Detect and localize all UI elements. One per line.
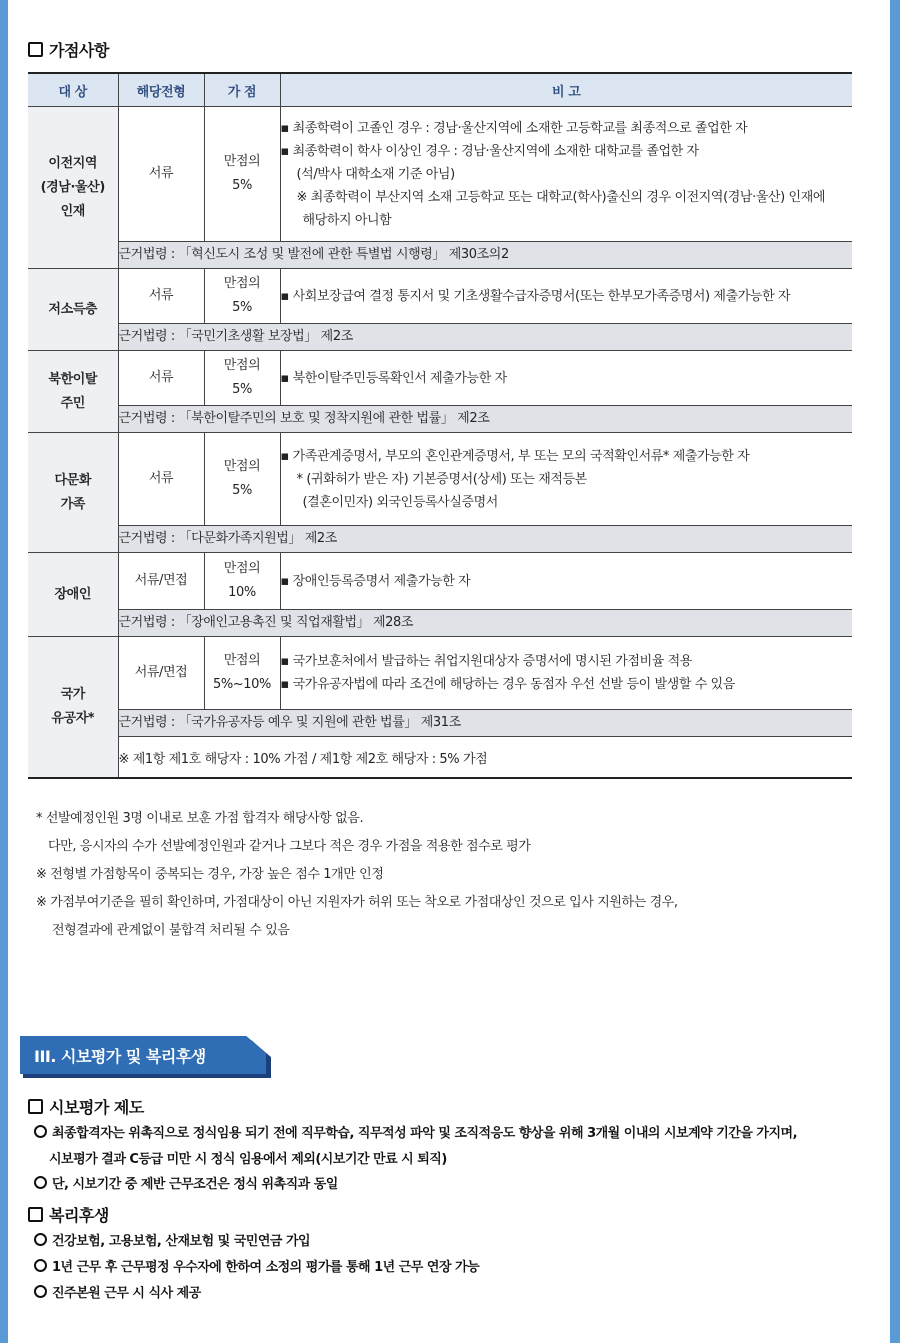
list-item: 최종합격자는 위촉직으로 정식임용 되기 전에 직무학습, 직무적성 파악 및 조직적응도 향상을 위해 3개월 이내의 시보계약 기간을 가지며, <box>34 1124 797 1144</box>
law-reference: 근거법령 : 「국민기초생활 보장법」 제2조 <box>118 324 852 351</box>
category-cell: 국가 유공자* <box>28 637 118 779</box>
type-cell: 서류/면접 <box>118 637 204 710</box>
header-type: 해당전형 <box>118 73 204 107</box>
circle-bullet-icon <box>34 1125 47 1138</box>
section-title-bonus: 가점사항 <box>28 38 109 61</box>
right-edge-bar <box>890 0 900 1343</box>
square-bullet-icon <box>28 1099 43 1114</box>
law-reference: 근거법령 : 「북한이탈주민의 보호 및 정착지원에 관한 법률」 제2조 <box>118 406 852 433</box>
table-row <box>28 107 852 242</box>
footnote: ※ 가점부여기준을 필히 확인하며, 가점대상이 아닌 지원자가 허위 또는 착오로 가점대상인 것으로 입사 지원하는 경우, <box>36 895 678 910</box>
footnote: 다만, 응시자의 수가 선발예정인원과 같거나 그보다 적은 경우 가점을 적용한 점수로 평가 <box>48 839 531 854</box>
table-row <box>28 553 852 610</box>
circle-bullet-icon <box>34 1259 47 1272</box>
type-cell: 서류 <box>118 351 204 406</box>
points-cell: 만점의 5% <box>204 433 280 526</box>
list-item: 시보평가 결과 C등급 미만 시 정식 임용에서 제외(시보기간 만료 시 퇴직) <box>49 1152 447 1167</box>
footnote: * 선발예정인원 3명 이내로 보훈 가점 합격자 해당사항 없음. <box>36 811 364 826</box>
type-cell: 서류/면접 <box>118 553 204 610</box>
list-item: 단, 시보기간 중 제반 근무조건은 정식 위촉직과 동일 <box>34 1175 338 1195</box>
points-cell: 만점의 5% <box>204 269 280 324</box>
type-cell: 서류 <box>118 269 204 324</box>
remarks-cell: ▪ 북한이탈주민등록확인서 제출가능한 자 <box>280 351 852 406</box>
category-cell: 저소득층 <box>28 269 118 351</box>
table-row <box>28 637 852 710</box>
circle-bullet-icon <box>34 1176 47 1189</box>
table-row <box>28 269 852 324</box>
category-cell: 다문화 가족 <box>28 433 118 553</box>
points-cell: 만점의 5%~10% <box>204 637 280 710</box>
section-banner <box>20 1036 268 1078</box>
remarks-cell: ▪ 국가보훈처에서 발급하는 취업지원대상자 증명서에 명시된 가점비율 적용 ▪ 국가유공자법에 따라 조건에 해당하는 경우 동점자 우선 선발 등이 발생할 수 있음 <box>280 637 852 710</box>
law-reference: 근거법령 : 「장애인고용촉진 및 직업재활법」 제28조 <box>118 610 852 637</box>
points-cell: 만점의 10% <box>204 553 280 610</box>
law-row <box>28 526 852 553</box>
remarks-cell: ▪ 가족관계증명서, 부모의 혼인관계증명서, 부 또는 모의 국적확인서류* 제출가능한 자 * (귀화허가 받은 자) 기본증명서(상세) 또는 재적등본 (결혼이민자) 외국인등록사실증명서 <box>280 433 852 526</box>
list-item: 진주본원 근무 시 식사 제공 <box>34 1284 201 1304</box>
category-cell: 이전지역 (경남·울산) 인재 <box>28 107 118 269</box>
header-points: 가 점 <box>204 73 280 107</box>
list-item: 1년 근무 후 근무평정 우수자에 한하여 소정의 평가를 통해 1년 근무 연장 가능 <box>34 1258 479 1278</box>
footnote: 전형결과에 관계없이 불합격 처리될 수 있음 <box>52 923 290 938</box>
points-cell: 만점의 5% <box>204 351 280 406</box>
bonus-table <box>28 72 852 779</box>
extra-row <box>28 737 852 779</box>
section-title-probation: 시보평가 제도 <box>28 1095 144 1118</box>
table-header-row <box>28 73 852 107</box>
remarks-cell: ▪ 사회보장급여 결정 통지서 및 기초생활수급자증명서(또는 한부모가족증명서) 제출가능한 자 <box>280 269 852 324</box>
list-item: 건강보험, 고용보험, 산재보험 및 국민연금 가입 <box>34 1232 310 1252</box>
remarks-cell: ▪ 장애인등록증명서 제출가능한 자 <box>280 553 852 610</box>
extra-note: ※ 제1항 제1호 해당자 : 10% 가점 / 제1항 제2호 해당자 : 5% 가점 <box>118 737 852 779</box>
law-row <box>28 324 852 351</box>
law-reference: 근거법령 : 「혁신도시 조성 및 발전에 관한 특별법 시행령」 제30조의2 <box>118 242 852 269</box>
circle-bullet-icon <box>34 1285 47 1298</box>
square-bullet-icon <box>28 1207 43 1222</box>
square-bullet-icon <box>28 42 43 57</box>
type-cell: 서류 <box>118 107 204 242</box>
type-cell: 서류 <box>118 433 204 526</box>
category-cell: 북한이탈 주민 <box>28 351 118 433</box>
law-row <box>28 242 852 269</box>
law-row <box>28 406 852 433</box>
remarks-cell: ▪ 최종학력이 고졸인 경우 : 경남·울산지역에 소재한 고등학교를 최종적으로 졸업한 자 ▪ 최종학력이 학사 이상인 경우 : 경남·울산지역에 소재한 대학교를 졸업한 자 (석/박사 대학소재 기준 아님) ※ 최종학력이 부산지역 소재 고등학교 또는 대학교(학사)출신의 경우 이전지역(경남·울산) 인재에 해당하지 아니함 <box>280 107 852 242</box>
footnote: ※ 전형별 가점항목이 중복되는 경우, 가장 높은 점수 1개만 인정 <box>36 867 384 882</box>
left-edge-bar <box>0 0 8 1343</box>
header-remarks: 비 고 <box>280 73 852 107</box>
category-cell: 장애인 <box>28 553 118 637</box>
footnotes <box>36 805 678 945</box>
circle-bullet-icon <box>34 1233 47 1246</box>
law-row <box>28 710 852 737</box>
table-row <box>28 433 852 526</box>
table-row <box>28 351 852 406</box>
law-reference: 근거법령 : 「다문화가족지원법」 제2조 <box>118 526 852 553</box>
banner-title: III. 시보평가 및 복리후생 <box>34 1047 206 1066</box>
header-target: 대 상 <box>28 73 118 107</box>
law-row <box>28 610 852 637</box>
section-title-welfare: 복리후생 <box>28 1203 109 1226</box>
law-reference: 근거법령 : 「국가유공자등 예우 및 지원에 관한 법률」 제31조 <box>118 710 852 737</box>
points-cell: 만점의 5% <box>204 107 280 242</box>
